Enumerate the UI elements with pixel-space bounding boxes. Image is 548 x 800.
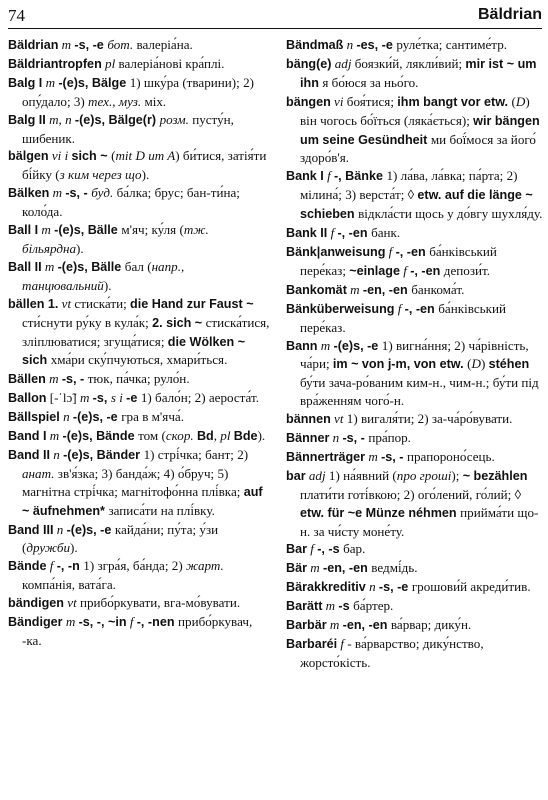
entry-text: -(e)s, Bände bbox=[62, 429, 139, 444]
dictionary-entry bbox=[286, 281, 544, 300]
headword: Bände bbox=[8, 559, 47, 574]
entry-text: напр., танцювальний bbox=[22, 258, 185, 293]
dictionary-entry bbox=[286, 36, 544, 55]
headword: Ball II bbox=[8, 259, 42, 274]
entry-text: тюк, па́чка; руло́н. bbox=[87, 371, 190, 387]
entry-text: vt bbox=[63, 595, 80, 611]
entry-text: sich ~ bbox=[71, 149, 112, 164]
entry-text: стиска́ти; bbox=[74, 295, 131, 311]
entry-text: -, -en bbox=[395, 244, 430, 259]
entry-text: прибо́ркувати, вга-мо́вувати. bbox=[79, 595, 241, 611]
entry-text: wir bängen um seine Gesündheit bbox=[300, 113, 540, 147]
headword: Band I bbox=[8, 429, 47, 444]
entry-text: ). bbox=[76, 240, 84, 256]
entry-text: ми бої́мося за його́ здоро́в'я. bbox=[300, 131, 536, 166]
entry-text: m bbox=[365, 448, 382, 464]
entry-text: , bbox=[213, 428, 221, 444]
entry-text: ба́лка; брус; бан-ти́на; коло́да. bbox=[22, 185, 240, 220]
entry-text: -s, -, ~in bbox=[78, 615, 127, 630]
headword: Bar bbox=[286, 542, 307, 557]
entry-text: Bde bbox=[233, 429, 258, 444]
entry-text: m bbox=[42, 74, 59, 90]
entry-text: m bbox=[326, 617, 343, 633]
entry-text: m bbox=[49, 185, 66, 201]
entry-text: m bbox=[46, 428, 63, 444]
entry-text: ). bbox=[257, 428, 266, 444]
entry-text: ) він чогось бо́їться (ляка́ється); bbox=[300, 93, 530, 128]
headword: bällen 1. bbox=[8, 296, 59, 311]
entry-text: 1) шку́ра (тварини); 2) опу́дало; 3) bbox=[22, 74, 254, 109]
entry-text: бот. bbox=[107, 37, 137, 52]
dictionary-entry bbox=[286, 559, 544, 578]
entry-text: m bbox=[45, 371, 62, 387]
entry-text: скор. bbox=[165, 428, 197, 444]
page-header bbox=[8, 6, 542, 29]
entry-text: f bbox=[337, 636, 348, 651]
dictionary-entry bbox=[8, 184, 270, 221]
dictionary-entry bbox=[8, 389, 270, 408]
entry-text: -(e)s, -e bbox=[66, 522, 115, 537]
entry-text: ); bbox=[451, 467, 463, 483]
entry-text: ( bbox=[511, 93, 516, 109]
entry-text: ба́нківський пере́каз. bbox=[300, 300, 506, 335]
entry-text: з ким через що bbox=[59, 167, 142, 183]
dictionary-entry bbox=[8, 427, 270, 446]
entry-text: ) bbox=[480, 356, 489, 372]
headword: Bank II bbox=[286, 226, 328, 241]
headword: Bär bbox=[286, 561, 307, 576]
entry-text: f bbox=[126, 614, 137, 630]
headword: Bankomät bbox=[286, 282, 347, 297]
headword: bännen bbox=[286, 412, 331, 427]
dictionary-entry bbox=[286, 337, 544, 411]
entry-text: -en, -en bbox=[362, 282, 412, 297]
entry-text: ба́нківський пере́каз; bbox=[300, 243, 497, 278]
entry-text: тж. більярдна bbox=[22, 222, 209, 256]
entry-text: m bbox=[307, 560, 324, 576]
dictionary-entry bbox=[286, 467, 544, 541]
headword: Balg I bbox=[8, 75, 43, 90]
entry-text: записа́ти на плі́вку. bbox=[108, 502, 215, 518]
dictionary-entry bbox=[286, 635, 544, 672]
entry-text: тех., муз. bbox=[88, 93, 145, 109]
headword: Bänk|anweisung bbox=[286, 244, 386, 259]
headword: bar bbox=[286, 468, 306, 483]
entry-text: -(e)s, Bälle bbox=[54, 223, 122, 238]
dictionary-entry bbox=[8, 557, 270, 594]
entry-text: валеріа́нові кра́плі. bbox=[118, 55, 225, 71]
dictionary-entry bbox=[286, 224, 544, 243]
entry-text: пусту́н, шибеник. bbox=[22, 111, 234, 146]
entry-text: adj bbox=[331, 55, 355, 71]
entry-text: бал ( bbox=[124, 258, 152, 274]
entry-text: vi i bbox=[48, 148, 72, 164]
left-column bbox=[8, 36, 270, 650]
dictionary-entry bbox=[8, 408, 270, 427]
entry-text: про гроші bbox=[396, 467, 452, 483]
entry-text: -(e)s, Bälge(r) bbox=[74, 112, 160, 127]
dictionary-entry bbox=[286, 55, 544, 93]
entry-text: сти́снути ру́ку в кула́к; bbox=[22, 314, 153, 330]
dictionary-entry bbox=[8, 221, 270, 258]
entry-text: -e bbox=[126, 391, 141, 406]
dictionary-entry bbox=[286, 578, 544, 597]
entry-text: pl bbox=[220, 428, 234, 444]
entry-text: ihm bangt vor etw. bbox=[397, 94, 512, 109]
entry-text: m bbox=[41, 258, 58, 274]
entry-text: im ~ von j-m, von etw. bbox=[332, 357, 468, 372]
entry-text: м'яч; ку́ля ( bbox=[121, 222, 184, 238]
entry-text: -, -s bbox=[317, 542, 344, 557]
entry-text: грошови́й акреди́тив. bbox=[411, 579, 531, 595]
entry-text: -, -en bbox=[410, 263, 444, 278]
dictionary-entry bbox=[286, 167, 544, 224]
entry-text: m bbox=[79, 390, 93, 406]
dictionary-entry bbox=[286, 448, 544, 467]
entry-text: mir ist ~ um ihn bbox=[300, 56, 537, 90]
entry-text: m, n bbox=[45, 111, 75, 127]
entry-text: D bbox=[471, 356, 481, 372]
entry-text: 1) вигаля́ти; 2) за-ча́ро́вувати. bbox=[346, 411, 513, 427]
entry-text: m bbox=[322, 598, 339, 614]
entry-text: adj bbox=[305, 467, 329, 483]
dictionary-entry bbox=[8, 521, 270, 558]
dictionary-entry bbox=[286, 429, 544, 448]
entry-text: f bbox=[307, 541, 318, 557]
entry-text: vt bbox=[330, 411, 347, 427]
entry-text: m bbox=[62, 614, 79, 630]
entry-text: -(e)s, -e bbox=[72, 410, 122, 425]
entry-text: [-ˈlɔ̃] bbox=[46, 390, 80, 406]
dictionary-entry bbox=[8, 594, 270, 613]
entry-text: банк. bbox=[371, 225, 401, 241]
entry-text: -s, - bbox=[65, 186, 92, 201]
entry-text: Bd bbox=[196, 429, 214, 444]
headword: Bann bbox=[286, 338, 318, 353]
entry-text: -s, -e bbox=[378, 580, 412, 595]
page-number: 74 bbox=[8, 6, 25, 25]
headword: Bank I bbox=[286, 169, 324, 184]
entry-text: m bbox=[38, 222, 55, 238]
entry-text: D bbox=[515, 93, 526, 109]
entry-text: -s, - bbox=[381, 449, 407, 464]
entry-text: vt bbox=[58, 295, 75, 311]
entry-text: etw. auf die länge ~ schieben bbox=[300, 188, 533, 222]
entry-text: ). bbox=[103, 277, 112, 293]
entry-text: пра́пор. bbox=[368, 430, 411, 446]
entry-text: -en, -en bbox=[342, 618, 391, 633]
entry-text: -(e)s, Bänder bbox=[63, 447, 144, 462]
headword: Bännerträger bbox=[286, 449, 366, 464]
headword: Bäldriantropfen bbox=[8, 56, 102, 71]
entry-text: n bbox=[343, 37, 357, 52]
headword: Bärakkreditiv bbox=[286, 580, 366, 595]
entry-text: -(e)s, -e bbox=[333, 338, 382, 353]
entry-text: n bbox=[59, 409, 73, 425]
entry-text: боязки́й, лякли́вий; bbox=[354, 55, 466, 71]
headword: Ballon bbox=[8, 391, 47, 406]
headword: Bänküberweisung bbox=[286, 301, 395, 316]
entry-text: 1) бало́н; 2) аероста́т. bbox=[140, 390, 260, 406]
entry-text: m bbox=[58, 37, 75, 52]
dictionary-entry bbox=[8, 147, 270, 184]
entry-text: жарт. bbox=[185, 558, 224, 574]
entry-text: гра в м'яча́. bbox=[121, 409, 184, 425]
headword: Bällen bbox=[8, 372, 46, 387]
entry-text: die Hand zur Faust ~ bbox=[130, 296, 254, 311]
headword: Bällspiel bbox=[8, 410, 60, 425]
dictionary-entry bbox=[8, 55, 270, 74]
entry-text: 1) ла́ва, ла́вка; па́рта; 2) мілина́; 3) верста́т; ◊ bbox=[300, 168, 518, 203]
entry-text: ~einlage bbox=[349, 263, 401, 278]
entry-text: f bbox=[400, 262, 411, 278]
dictionary-entry bbox=[8, 111, 270, 148]
entry-text: ба́ртер. bbox=[353, 598, 394, 614]
entry-text: - ва́рварство; дику́нство, жорсто́кість. bbox=[300, 636, 484, 670]
entry-text: i bbox=[119, 390, 127, 406]
headword: Bänner bbox=[286, 431, 330, 446]
entry-text: компа́нія, вата́га. bbox=[22, 577, 116, 593]
entry-text: n bbox=[329, 430, 343, 446]
entry-text: плати́ти готі́вкою; 2) ого́лений, го́лий; ◊ bbox=[300, 486, 522, 502]
entry-text: ) би́тися, затія́ти бі́йку ( bbox=[22, 148, 267, 183]
entry-text: stéhen bbox=[488, 357, 530, 372]
headword: Bändiger bbox=[8, 615, 63, 630]
entry-text: -s, - bbox=[61, 372, 88, 387]
entry-text: кайда́ни; пу́та; у́зи ( bbox=[22, 521, 219, 556]
dictionary-entry bbox=[286, 597, 544, 616]
entry-text: 1) стрі́чка; бант; 2) bbox=[143, 446, 249, 462]
entry-text: n bbox=[53, 521, 67, 537]
entry-text: f bbox=[385, 243, 396, 259]
dictionary-entry bbox=[8, 613, 270, 650]
entry-text: відкла́сти щось у до́вгу шухля́ду. bbox=[358, 206, 543, 222]
entry-text: бар. bbox=[343, 541, 366, 557]
headword: bängen bbox=[286, 94, 331, 109]
entry-text: ва́рвар; дику́н. bbox=[390, 617, 472, 633]
headword: bändigen bbox=[8, 596, 64, 611]
dictionary-entry bbox=[8, 36, 270, 55]
entry-text: анат. bbox=[22, 465, 58, 481]
right-column bbox=[286, 36, 544, 672]
entry-text: ( bbox=[467, 356, 472, 372]
dictionary-entry bbox=[286, 410, 544, 429]
entry-text: m bbox=[317, 337, 334, 353]
headword: Band II bbox=[8, 447, 50, 462]
headword: bälgen bbox=[8, 149, 49, 164]
entry-text: n bbox=[365, 579, 379, 595]
entry-text: ). bbox=[141, 167, 150, 183]
entry-text: s bbox=[110, 390, 120, 406]
dictionary-entry bbox=[286, 93, 544, 168]
running-head: Bäldrian bbox=[477, 6, 542, 23]
entry-text: pl bbox=[101, 55, 119, 71]
entry-text: ( bbox=[111, 148, 116, 164]
dictionary-entry bbox=[286, 616, 544, 635]
entry-text: валеріа́на. bbox=[136, 37, 193, 52]
entry-text: die Wölken ~ sich bbox=[22, 334, 246, 368]
entry-text: -, -n bbox=[56, 559, 84, 574]
entry-text: хма́ри ску́пчуються, хмари́ться. bbox=[50, 352, 228, 368]
headword: Balg II bbox=[8, 112, 46, 127]
entry-text: депози́т. bbox=[443, 262, 491, 278]
dictionary-entry bbox=[286, 300, 544, 337]
entry-text: ведмі́дь. bbox=[371, 560, 418, 576]
entry-text: n bbox=[49, 446, 64, 462]
headword: Bändmaß bbox=[286, 38, 344, 52]
entry-text: прибо́ркувач, -ка. bbox=[22, 614, 253, 648]
headword: Barätt bbox=[286, 599, 323, 614]
entry-text: 2. sich ~ bbox=[152, 315, 206, 330]
headword: Band III bbox=[8, 522, 54, 537]
entry-text: -s bbox=[338, 599, 354, 614]
entry-text: -en, -en bbox=[323, 561, 372, 576]
entry-text: 1) згра́я, ба́нда; 2) bbox=[83, 558, 186, 574]
entry-text: f bbox=[323, 168, 334, 184]
dictionary-entry bbox=[8, 370, 270, 389]
entry-text: -es, -e bbox=[356, 38, 397, 52]
entry-text: 1) на́явний ( bbox=[328, 467, 397, 483]
headword: Bäldrian bbox=[8, 38, 59, 52]
dictionary-entry bbox=[8, 258, 270, 295]
entry-text: розм. bbox=[159, 111, 193, 127]
entry-text: -s, - bbox=[342, 431, 369, 446]
headword: Bälken bbox=[8, 186, 50, 201]
entry-text: -, -en bbox=[404, 301, 439, 316]
entry-text: -(e)s, Bälge bbox=[58, 75, 130, 90]
entry-text: буд. bbox=[91, 185, 117, 201]
entry-text: я бо́юся за ньо́го. bbox=[322, 74, 419, 90]
entry-text: банкома́т. bbox=[411, 281, 465, 297]
entry-text: -s, -e bbox=[74, 38, 108, 52]
entry-text: auf ~ äufnehmen* bbox=[22, 484, 263, 518]
entry-text: -(e)s, Bälle bbox=[57, 259, 125, 274]
entry-text: m bbox=[346, 281, 363, 297]
entry-text: 1) вигна́ння; 2) ча́рівність, ча́ри; bbox=[300, 337, 529, 372]
headword: Barbaréi bbox=[286, 637, 338, 651]
dictionary-entry bbox=[286, 540, 544, 559]
entry-text: руле́тка; сантиме́тр. bbox=[396, 37, 508, 52]
entry-text: стиска́тися, зліплюватися; згуща́тися; bbox=[22, 314, 270, 349]
dictionary-entry bbox=[8, 446, 270, 521]
entry-text: vi bbox=[330, 93, 347, 109]
entry-text: -s, bbox=[92, 391, 111, 406]
entry-text: зв'я́зка; 3) банда́ж; 4) о́бруч; 5) магнітна стрі́чка; магнітофо́нна плі́вка; bbox=[22, 465, 244, 499]
dictionary-entry bbox=[8, 74, 270, 111]
entry-text: боя́тися; bbox=[346, 93, 398, 109]
entry-text: etw. für ~e Münze néhmen bbox=[300, 505, 461, 520]
entry-text: міх. bbox=[144, 93, 167, 109]
entry-text: mit D um A bbox=[115, 148, 176, 164]
dictionary-entry bbox=[286, 243, 544, 281]
headword: Ball I bbox=[8, 223, 39, 238]
entry-text: -, Bänke bbox=[333, 169, 387, 184]
entry-text: ~ bezählen bbox=[462, 468, 528, 483]
entry-text: ). bbox=[70, 540, 78, 556]
entry-text: f bbox=[46, 558, 57, 574]
dictionary-entry bbox=[8, 295, 270, 371]
entry-text: дружби bbox=[26, 540, 70, 556]
entry-text: том ( bbox=[138, 428, 166, 444]
headword: Barbär bbox=[286, 618, 327, 633]
entry-text: f bbox=[394, 300, 405, 316]
entry-text: -, -nen bbox=[136, 615, 179, 630]
entry-text: f bbox=[327, 225, 338, 241]
headword: bäng(e) bbox=[286, 56, 332, 71]
entry-text: -, -en bbox=[337, 226, 372, 241]
entry-text: прийма́ти що-н. за чи́сту моне́ту. bbox=[300, 504, 539, 539]
entry-text: прапороно́сець. bbox=[407, 448, 495, 464]
entry-text: бу́ти зача-ро́ваним ким-н., чим-н.; бу́ти під вра́женням чого́-н. bbox=[300, 375, 539, 409]
